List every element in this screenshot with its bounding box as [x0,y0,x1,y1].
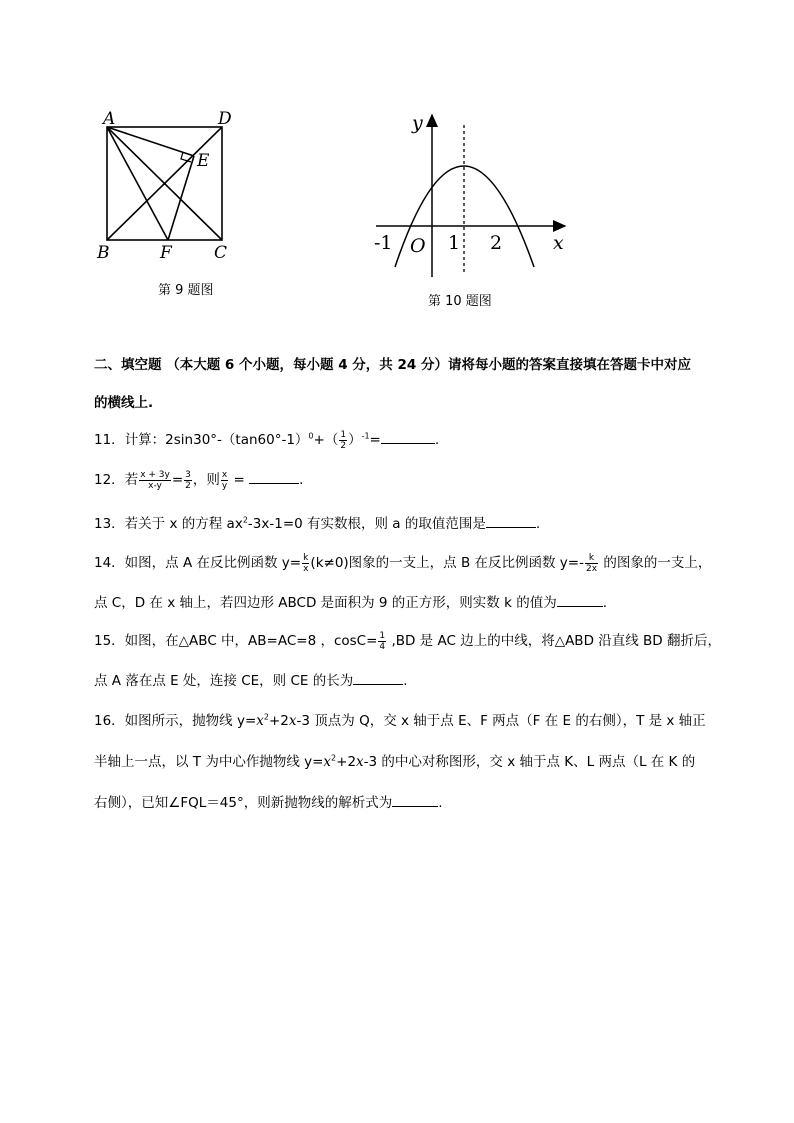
q12-eq: = [171,472,184,488]
question-16-line2 [94,750,695,770]
q12-suffix: = [229,472,250,488]
q15-end: . [403,673,408,689]
q14-f1-den: x [303,563,309,574]
label-origin: O [410,235,426,257]
q11-prefix: 11．计算：2sin30°-（tan60°-1） [94,432,309,448]
section-heading-line1: 二、填空题 （本大题 6 个小题，每小题 4 分，共 24 分）请将每小题的答案直接填在答题卡中对应 [94,357,691,373]
q16-line1-x: x [256,713,264,729]
question-15-line1 [94,629,721,652]
q14-f2-num: k [585,553,598,564]
q16-line1-x2: x [288,713,297,729]
q11-suffix: = [369,432,381,448]
q12-frac1-den: x-y [148,480,162,491]
label-c: C [214,243,228,263]
q13-text: -3x-1=0 有实数根，则 a 的取值范围是 [247,516,486,532]
q11-mid: +（ [313,432,339,448]
label-y: y [412,112,423,134]
q11-exp1: -1 [361,431,370,441]
q11-answer-blank[interactable] [381,431,435,444]
q14-line2: 点 C，D 在 x 轴上，若四边形 ABCD 是面积为 9 的正方形，则实数 k 的值为 [94,595,557,611]
figure-10-caption: 第 10 题图 [428,294,492,309]
figure-9-caption: 第 9 题图 [158,283,214,298]
q12-frac3-den: y [221,480,228,491]
q14-fraction-2 [585,553,598,574]
q16-line2-exp: 2 [331,753,337,763]
label-b: B [97,243,110,263]
q12-fraction-1 [139,470,171,491]
q14-answer-blank[interactable] [557,594,603,607]
label-a: A [103,109,116,129]
q14-fraction-1 [302,553,309,574]
q11-frac-num: 1 [340,429,347,440]
question-14-line1 [94,551,711,574]
q11-exp0: 0 [308,431,314,441]
q16-line1-c: -3 顶点为 Q，交 x 轴于点 E、F 两点（F 在 E 的右侧），T 是 x 轴正 [296,713,706,729]
q13-end: . [535,516,541,532]
q15-f-den: 4 [379,641,386,652]
segment-ef [168,156,194,240]
label-one: 1 [448,232,461,254]
q14-f1-num: k [303,552,309,563]
q16-line2-x2: x [356,754,364,770]
q16-end: . [438,795,443,811]
label-neg1: -1 [374,232,393,254]
q15-line1-prefix: 15．如图，在△ABC 中，AB=AC=8 ，cosC= [94,633,378,649]
q13-answer-blank[interactable] [486,515,536,528]
question-11 [94,428,439,451]
q16-line2-c: -3 的中心对称图形，交 x 轴于点 K、L 两点（L 在 K 的 [363,754,696,770]
q12-frac1-num: x + 3y [140,469,170,480]
q11-fraction [339,430,347,451]
q13-prefix: 13．若关于 x 的方程 ax [94,516,243,532]
q12-prefix: 12．若 [94,472,139,488]
q12-frac2-den: 2 [185,480,191,491]
section-heading-line2: 的横线上. [94,395,154,411]
figure-9-square [90,100,250,270]
question-16-line1 [94,709,706,729]
q12-mid: ，则 [192,472,220,488]
q16-line1-b: +2 [269,713,289,729]
q14-end: . [602,595,608,611]
q14-f2-den: 2x [585,563,598,574]
label-two: 2 [490,232,503,254]
q12-fraction-3 [221,470,228,491]
q14-line1-mid: (k≠0)图象的一支上，点 B 在反比例函数 y=- [310,555,584,571]
question-12 [94,468,303,491]
question-14-line2 [94,591,607,611]
label-x: x [553,232,564,254]
q12-frac2-num: 3 [185,469,191,480]
q11-end: . [434,432,440,448]
label-f: F [160,243,172,263]
q16-line1-a: 16．如图所示，抛物线 y= [94,713,257,729]
label-d: D [218,109,232,129]
q16-line2-b: +2 [336,754,357,770]
q14-line1-suffix: 的图象的一支上， [599,555,712,571]
q15-line1-suffix: ,BD 是 AC 边上的中线，将△ABD 沿直线 BD 翻折后， [387,633,721,649]
figure-10-parabola [370,105,570,280]
q15-fraction [378,631,386,652]
q15-answer-blank[interactable] [353,672,403,685]
q12-end: . [299,472,304,488]
label-e: E [197,151,210,171]
question-15-line2 [94,669,408,689]
q12-frac3-num: x [221,469,228,480]
q13-exp: 2 [242,515,248,525]
q12-fraction-2 [184,470,192,491]
q14-line1-prefix: 14．如图，点 A 在反比例函数 y= [94,555,302,571]
q16-line2-a: 半轴上一点，以 T 为中心作抛物线 y= [94,754,324,770]
q11-frac-den: 2 [340,440,347,451]
q16-line3: 右侧），已知∠FQL＝45°，则新抛物线的解析式为 [94,795,393,811]
q16-line2-x: x [323,754,332,770]
question-16-line3 [94,791,443,811]
q15-f-num: 1 [379,630,386,641]
question-13 [94,512,540,532]
q12-answer-blank[interactable] [249,471,299,484]
q16-answer-blank[interactable] [392,794,438,807]
q15-line2: 点 A 落在点 E 处，连接 CE，则 CE 的长为 [94,673,354,689]
q11-after-frac: ） [348,432,362,448]
q16-line1-exp: 2 [263,712,269,722]
